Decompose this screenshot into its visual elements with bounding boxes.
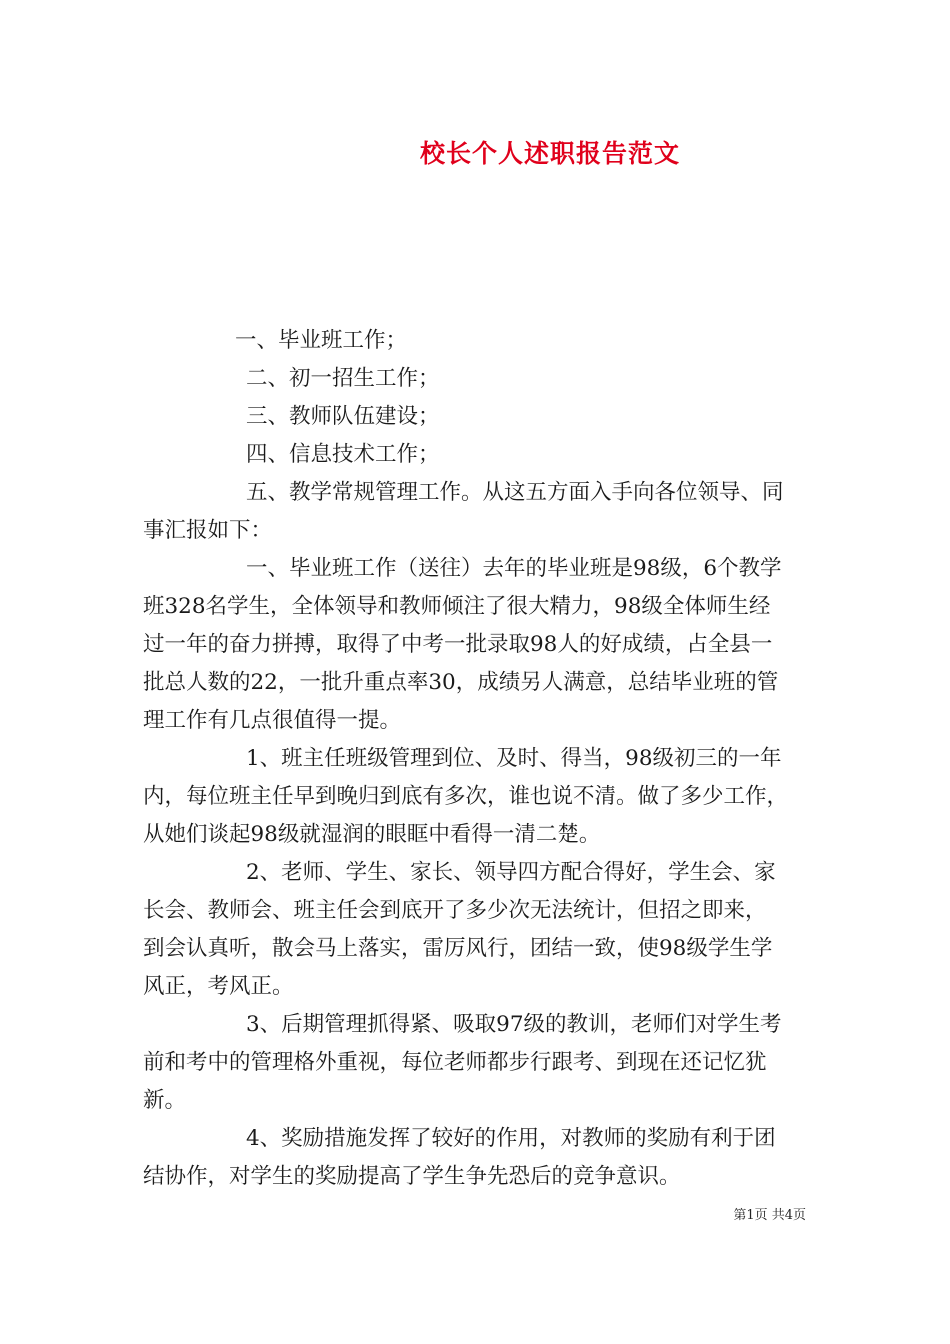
paragraph-line: 新。 [143, 1088, 187, 1113]
list-item: 四、信息技术工作； [246, 442, 440, 467]
paragraph-point-2 [143, 854, 811, 1006]
paragraph-line: 2、老师、学生、家长、领导四方配合得好，学生会、家 [246, 860, 776, 885]
paragraph-line: 一、毕业班工作（送往）去年的毕业班是98级，6个教学 [246, 556, 782, 581]
paragraph-line: 五、教学常规管理工作。从这五方面入手向各位领导、同 [246, 480, 784, 505]
paragraph-line: 4、奖励措施发挥了较好的作用，对教师的奖励有利于团 [246, 1126, 776, 1151]
paragraph-line: 长会、教师会、班主任会到底开了多少次无法统计，但招之即来， [143, 898, 767, 923]
paragraph-line: 结协作，对学生的奖励提高了学生争先恐后的竞争意识。 [143, 1164, 681, 1189]
paragraph-line: 事汇报如下： [143, 518, 273, 543]
paragraph-line: 1、班主任班级管理到位、及时、得当，98级初三的一年 [246, 746, 782, 771]
paragraph-point-4 [143, 1120, 811, 1196]
document-body [143, 322, 811, 1196]
paragraph-line: 到会认真听，散会马上落实，雷厉风行，团结一致，使98级学生学 [143, 936, 773, 961]
document-title: 校长个人述职报告范文 [419, 139, 680, 168]
paragraph-line: 风正，考风正。 [143, 974, 294, 999]
paragraph-line: 从她们谈起98级就湿润的眼眶中看得一清二楚。 [143, 822, 601, 847]
paragraph-point-1 [143, 740, 811, 854]
paragraph-line: 内，每位班主任早到晚归到底有多次，谁也说不清。做了多少工作， [143, 784, 789, 809]
paragraph-line: 3、后期管理抓得紧、吸取97级的教训，老师们对学生考 [246, 1012, 782, 1037]
paragraph-line: 前和考中的管理格外重视，每位老师都步行跟考、到现在还记忆犹 [143, 1050, 767, 1075]
intro-paragraph [143, 474, 811, 550]
paragraph-line: 过一年的奋力拼搏，取得了中考一批录取98人的好成绩，占全县一 [143, 632, 773, 657]
list-item: 二、初一招生工作； [246, 366, 440, 391]
paragraph-point-3 [143, 1006, 811, 1120]
paragraph-graduating-class [143, 550, 811, 740]
list-item: 三、教师队伍建设； [246, 404, 440, 429]
list-item: 一、毕业班工作； [235, 328, 408, 353]
page-number-footer: 第1页 共4页 [733, 1208, 806, 1223]
paragraph-line: 班328名学生，全体领导和教师倾注了很大精力，98级全体师生经 [143, 594, 771, 619]
paragraph-line: 理工作有几点很值得一提。 [143, 708, 402, 733]
paragraph-line: 批总人数的22，一批升重点率30，成绩另人满意，总结毕业班的管 [143, 670, 779, 695]
